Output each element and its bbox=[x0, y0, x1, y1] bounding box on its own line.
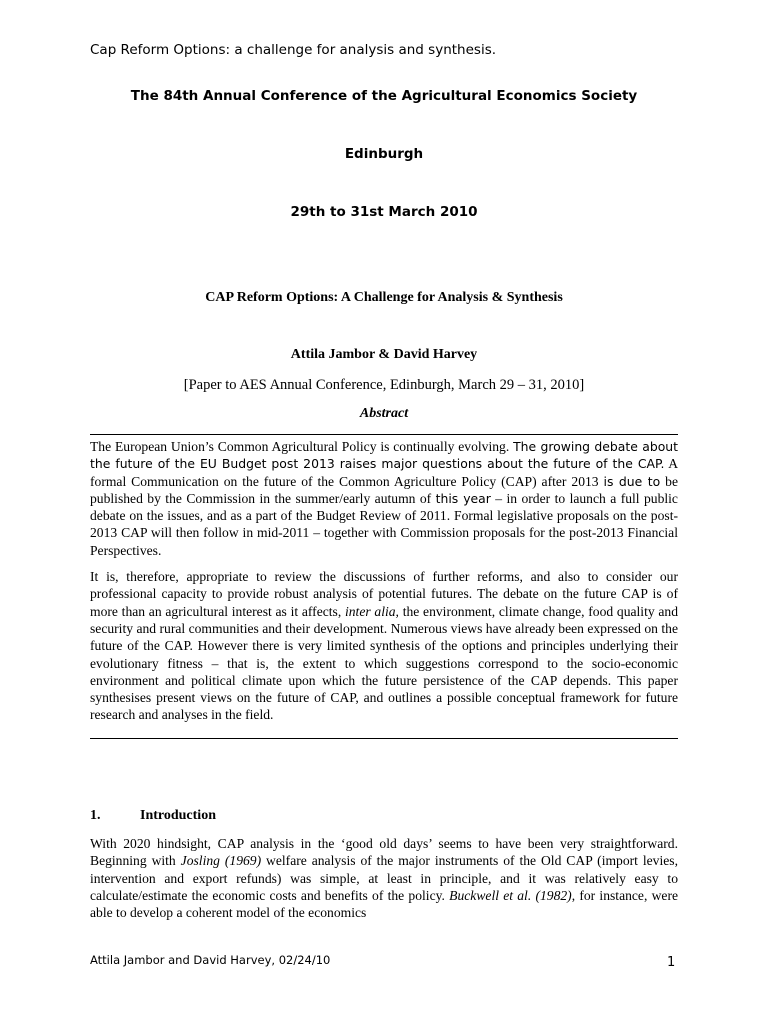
citation-josling: Josling (1969) bbox=[180, 853, 262, 869]
abstract-paragraph-1 bbox=[90, 438, 678, 559]
intro-text-2: welfare analysis of the major instruments of the Old CAP (import levies, intervention and export refunds) was simple, at least in principle, and it was relatively easy to calculate/estimate the economic costs and benefits of the policy. bbox=[90, 853, 678, 903]
introduction-body bbox=[90, 835, 678, 921]
abstract-p1-fragment-4: is due to bbox=[603, 473, 661, 489]
abstract-bottom-rule bbox=[90, 738, 678, 739]
introduction-paragraph-1 bbox=[90, 835, 678, 921]
abstract-p2-italic: inter alia, bbox=[344, 603, 399, 619]
intro-text-1: With 2020 hindsight, CAP analysis in the ‘good old days’ seems to have been very straightforward. Beginning with bbox=[90, 836, 678, 869]
abstract-p1-sentence-3: A formal Communication on the future of the Common Agriculture Policy (CAP) after 2013 bbox=[90, 456, 679, 489]
running-header: Cap Reform Options: a challenge for analysis and synthesis. bbox=[90, 42, 497, 58]
footer-authors-date: Attila Jambor and David Harvey, 02/24/10 bbox=[90, 953, 331, 967]
abstract-p2-after-italic: the environment, climate change, food quality and security and rural communities and their development. Numerous views have already been expressed on the future of the CAP. However there is very limited synthesis of the options and principles underlying their evolutionary fitness – that is, the extent to which suggestions correspond to the socio-economic environment and political climate upon which the future persistence of the CAP depends. This paper synthesises present views on the future of CAP, and outlines a possible conceptual framework for future research and analyses in the field. bbox=[90, 603, 679, 723]
paper-authors: Attila Jambor & David Harvey bbox=[290, 347, 478, 362]
section-number: 1. bbox=[90, 808, 101, 823]
abstract-p1-fragment-5: be published by the Commission in the summer/early autumn of bbox=[90, 473, 678, 506]
abstract-p1-sentence-2: The growing debate about the future of the EU Budget post 2013 raises major questions about the future of the CAP. bbox=[90, 439, 678, 472]
abstract-top-rule bbox=[90, 434, 678, 435]
abstract-p1-sentence-1: The European Union’s Common Agricultural Policy is continually evolving. bbox=[90, 439, 510, 454]
abstract-p1-fragment-6: this year bbox=[435, 490, 491, 506]
citation-buckwell: Buckwell et al. (1982) bbox=[449, 887, 572, 903]
abstract-paragraph-2 bbox=[90, 568, 678, 724]
section-title: Introduction bbox=[140, 808, 216, 823]
abstract-body bbox=[90, 438, 678, 724]
section-heading-introduction bbox=[90, 808, 216, 824]
paper-note: [Paper to AES Annual Conference, Edinburgh, March 29 – 31, 2010] bbox=[183, 377, 585, 393]
paper-title: CAP Reform Options: A Challenge for Analysis & Synthesis bbox=[205, 290, 563, 305]
abstract-heading: Abstract bbox=[359, 406, 409, 421]
conference-location: Edinburgh bbox=[344, 146, 424, 162]
abstract-p1-fragment-7: – in order to launch a full public debate on the issues, and as a part of the Budget Review of 2011. Formal legislative proposals on the post-2013 CAP will then follow in mid-2011 – together with Commission proposals for the post-2013 Financial Perspectives. bbox=[90, 490, 678, 558]
intro-text-3: , for instance, were able to develop a coherent model of the economics bbox=[90, 887, 679, 921]
conference-dates: 29th to 31st March 2010 bbox=[290, 204, 478, 220]
conference-title: The 84th Annual Conference of the Agricultural Economics Society bbox=[130, 88, 638, 104]
abstract-p2-before-italic: It is, therefore, appropriate to review the discussions of further reforms, and also to consider our professional capacity to provide robust analysis of potential futures. The debate on the future CAP is of more than an agricultural interest as it affects, bbox=[90, 569, 678, 619]
page-number: 1 bbox=[667, 955, 676, 970]
